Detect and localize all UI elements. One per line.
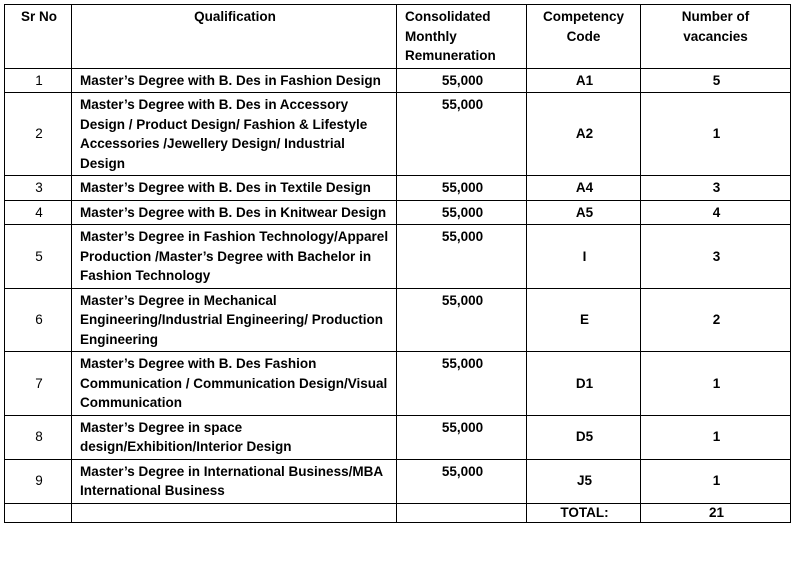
row-vacancies: 3 [641, 176, 791, 201]
total-row [5, 503, 791, 522]
row-competency-code: I [527, 225, 641, 289]
row-remuneration: 55,000 [397, 225, 527, 289]
table-row [5, 225, 791, 289]
row-sr-no: 7 [5, 352, 72, 416]
row-qualification: Master’s Degree in space design/Exhibition/Interior Design [72, 415, 397, 459]
row-competency-code: J5 [527, 459, 641, 503]
row-sr-no: 6 [5, 288, 72, 352]
row-qualification: Master’s Degree in Fashion Technology/Apparel Production /Master’s Degree with Bachelor in Fashion Technology [72, 225, 397, 289]
row-competency-code: A1 [527, 68, 641, 93]
row-qualification: Master’s Degree with B. Des Fashion Communication / Communication Design/Visual Communication [72, 352, 397, 416]
row-vacancies: 1 [641, 459, 791, 503]
row-remuneration: 55,000 [397, 200, 527, 225]
row-vacancies: 1 [641, 93, 791, 176]
row-remuneration: 55,000 [397, 93, 527, 176]
total-value: 21 [641, 503, 791, 522]
header-competency-code [527, 5, 641, 69]
row-vacancies: 1 [641, 415, 791, 459]
header-remuneration [397, 5, 527, 69]
row-vacancies: 2 [641, 288, 791, 352]
row-remuneration: 55,000 [397, 352, 527, 416]
row-qualification: Master’s Degree with B. Des in Accessory Design / Product Design/ Fashion & Lifestyle Accessories /Jewellery Design/ Industrial Design [72, 93, 397, 176]
row-vacancies: 3 [641, 225, 791, 289]
row-sr-no: 8 [5, 415, 72, 459]
row-qualification: Master’s Degree with B. Des in Knitwear Design [72, 200, 397, 225]
row-qualification: Master’s Degree in International Business/MBA International Business [72, 459, 397, 503]
row-sr-no: 2 [5, 93, 72, 176]
header-competency-code-label: Competency Code [542, 9, 625, 44]
table-row [5, 352, 791, 416]
row-competency-code: A2 [527, 93, 641, 176]
row-competency-code: A5 [527, 200, 641, 225]
row-competency-code: E [527, 288, 641, 352]
total-empty-cell [397, 503, 527, 522]
row-sr-no: 1 [5, 68, 72, 93]
row-competency-code: D5 [527, 415, 641, 459]
header-row [5, 5, 791, 69]
total-empty-cell [72, 503, 397, 522]
header-remuneration-label: Consolidated Monthly Remuneration [405, 9, 496, 63]
table-row [5, 200, 791, 225]
header-vacancies-label: Number of vacancies [681, 9, 750, 44]
row-vacancies: 4 [641, 200, 791, 225]
row-remuneration: 55,000 [397, 68, 527, 93]
table-row [5, 288, 791, 352]
row-sr-no: 9 [5, 459, 72, 503]
row-remuneration: 55,000 [397, 459, 527, 503]
row-remuneration: 55,000 [397, 288, 527, 352]
row-qualification: Master’s Degree with B. Des in Fashion Design [72, 68, 397, 93]
row-vacancies: 5 [641, 68, 791, 93]
total-label: TOTAL: [527, 503, 641, 522]
table-row [5, 459, 791, 503]
vacancy-table [4, 4, 791, 523]
table-row [5, 68, 791, 93]
row-vacancies: 1 [641, 352, 791, 416]
header-vacancies [641, 5, 791, 69]
row-remuneration: 55,000 [397, 415, 527, 459]
row-sr-no: 4 [5, 200, 72, 225]
row-competency-code: A4 [527, 176, 641, 201]
total-empty-cell [5, 503, 72, 522]
row-qualification: Master’s Degree in Mechanical Engineering/Industrial Engineering/ Production Engineering [72, 288, 397, 352]
header-qualification: Qualification [72, 5, 397, 69]
table-row [5, 176, 791, 201]
row-qualification: Master’s Degree with B. Des in Textile Design [72, 176, 397, 201]
row-competency-code: D1 [527, 352, 641, 416]
row-remuneration: 55,000 [397, 176, 527, 201]
row-sr-no: 5 [5, 225, 72, 289]
table-row [5, 415, 791, 459]
row-sr-no: 3 [5, 176, 72, 201]
header-sr-no: Sr No [5, 5, 72, 69]
table-row [5, 93, 791, 176]
